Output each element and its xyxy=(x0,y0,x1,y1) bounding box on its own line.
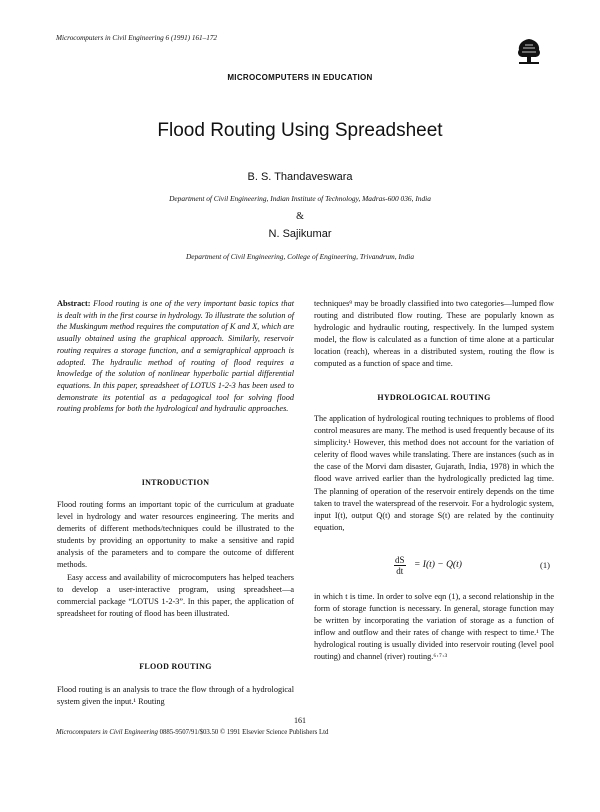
equation-fraction xyxy=(394,555,406,576)
right-column-intro xyxy=(314,298,554,371)
abstract xyxy=(57,298,294,415)
hydrological-routing-paragraph-2: in which t is time. In order to solve eqn (1), a second relationship in the form of storage function is necessary. In general, storage function may be written by incorporating the variation of storage as a function of inflow and outflow and their rates of change with respect to time.¹ The hydrological routing is usually divided into reservoir routing (level pool routing) and channel (river) routing.⁶·⁷·³ xyxy=(314,592,554,662)
section-label: MICROCOMPUTERS IN EDUCATION xyxy=(227,73,373,82)
author-1: B. S. Thandaveswara xyxy=(247,171,353,183)
page-number: 161 xyxy=(294,716,306,725)
abstract-label: Abstract: xyxy=(57,299,91,308)
flood-routing-paragraph-1: Flood routing is an analysis to trace the flow through of a hydrological system given the input.¹ Routing xyxy=(57,685,294,707)
introduction-body xyxy=(57,499,294,620)
paper-title: Flood Routing Using Spreadsheet xyxy=(157,120,443,141)
equation-numerator: dS xyxy=(395,555,405,565)
footer xyxy=(56,729,328,736)
equation-number: (1) xyxy=(540,560,550,570)
equation-denominator: dt xyxy=(396,566,404,576)
publisher-logo-icon xyxy=(514,36,544,66)
flood-routing-heading: FLOOD ROUTING xyxy=(139,662,212,671)
affiliation-1: Department of Civil Engineering, Indian Institute of Technology, Madras-600 036, India xyxy=(169,194,431,203)
continuity-equation xyxy=(394,555,554,585)
routing-techniques-paragraph: techniques⁹ may be broadly classified into two categories—lumped flow routing and distributed flow routing. These are popularly known as hydrologic and hydraulic routing, respectively. In the lumped system model, the flow is calculated as a function of time alone at a particular location (reach), whereas in a distributed system, routing the flow is computed as a function of space and time. xyxy=(314,299,554,369)
hydrological-routing-heading: HYDROLOGICAL ROUTING xyxy=(377,393,491,402)
affiliation-2: Department of Civil Engineering, College of Engineering, Trivandrum, India xyxy=(185,252,415,261)
flood-routing-body xyxy=(57,684,294,708)
introduction-paragraph-2: Easy access and availability of microcomputers has helped teachers to develop a user-interactive program, using spreadsheet—a commercial package “LOTUS 1-2-3”. In this paper, the application of spreadsheet for routing of flood has been illustrated. xyxy=(57,572,294,618)
footer-copyright: 0885-9507/91/$03.50 © 1991 Elsevier Science Publishers Ltd xyxy=(159,729,329,736)
abstract-text: Flood routing is one of the very important basic topics that is dealt with in the first course in hydrology. To illustrate the solution of the Muskingum method requires the computation of K and X, which are usually obtained using the graphical approach. Similarly, reservoir routing requires a storage function, and a semigraphical approach is adopted. The hydraulic method of routing of flood requires a knowledge of the solution of nonlinear hyperbolic partial differential equations. In this paper, spreadsheet of LOTUS 1-2-3 has been used to demonstrate its potential as a pedagogical tool for solving flood routing problems for both the hydrological and hydraulic approaches. xyxy=(57,299,295,414)
introduction-heading: INTRODUCTION xyxy=(141,478,210,487)
hydrological-routing-paragraph-1: The application of hydrological routing techniques to problems of flood control measures are many. The method is used frequently because of its simplicity.¹ However, this method does not account for the variation of celerity of flood waves while translating. There are instances (such as in the case of the Morvi dam disaster, Gujarath, India, 1978) in which the flood wave arrived earlier than the hydrologically predicted lag time. The planning of operation of the reservoir entirely depends on the time taken to travel the waterspread of the reservoir. For a hydrologic system, input I(t), output Q(t) and storage S(t) are related by the continuity equation, xyxy=(314,414,554,532)
hydrological-routing-body-2 xyxy=(314,591,554,664)
footer-journal: Microcomputers in Civil Engineering xyxy=(56,729,158,736)
author-2: N. Sajikumar xyxy=(268,228,332,240)
equation-rhs: = I(t) − Q(t) xyxy=(414,560,462,570)
running-head: Microcomputers in Civil Engineering 6 (1991) 161–172 xyxy=(56,34,218,42)
introduction-paragraph-1: Flood routing forms an important topic of the curriculum at graduate level in hydrology and water resources engineering. The merits and demerits of different methods/techniques could be illustrated to the students by providing an opportunity to make a sensitive and rapid analysis of the parameters and to compare the outcome of different methods. xyxy=(57,500,294,570)
hydrological-routing-body xyxy=(314,413,554,534)
author-separator: & xyxy=(296,211,304,222)
